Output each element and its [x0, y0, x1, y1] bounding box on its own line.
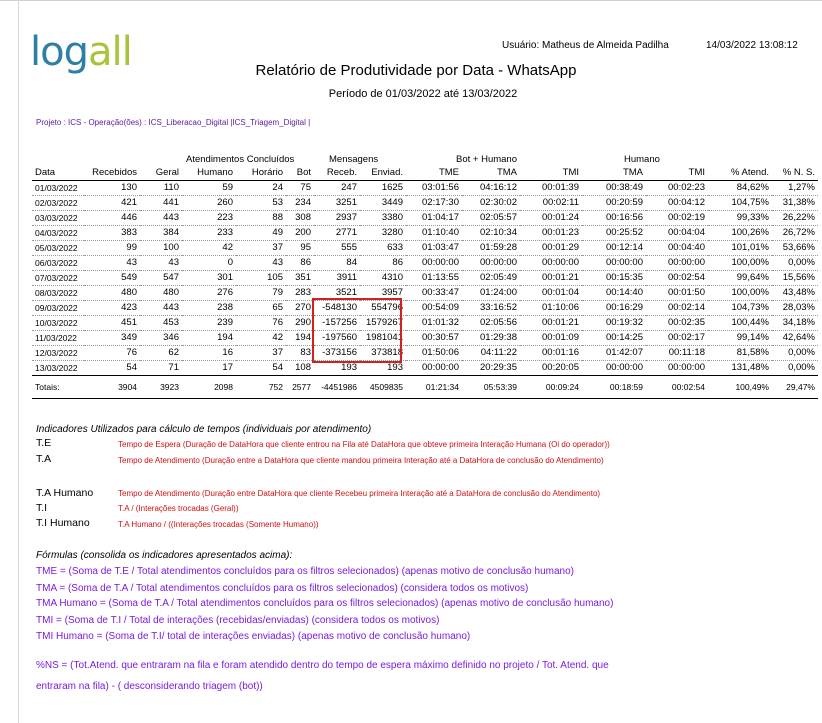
indicator-label-ta: T.A	[36, 453, 52, 465]
table-cell: 446	[121, 212, 137, 223]
table-cell: 308	[295, 212, 311, 223]
table-cell: 05/03/2022	[35, 243, 78, 253]
table-cell: 233	[217, 227, 233, 238]
col-tme: TME	[438, 167, 459, 178]
table-cell: 16	[222, 347, 233, 358]
table-cell: 270	[295, 302, 311, 313]
table-cell: 194	[217, 332, 233, 343]
table-cell: 02:30:02	[480, 197, 517, 208]
table-cell: 08/03/2022	[35, 288, 78, 298]
col-horario: Horário	[251, 167, 283, 178]
table-cell: 26,72%	[782, 227, 815, 238]
page-edge	[0, 0, 822, 1]
table-cell: 290	[295, 317, 311, 328]
table-cell: 01:10:40	[422, 227, 459, 238]
table-cell: 01:04:17	[422, 212, 459, 223]
table-row	[32, 286, 818, 301]
table-row	[32, 316, 818, 331]
indicator-label-ti: T.I	[36, 502, 48, 514]
table-cell: 100,26%	[731, 227, 769, 238]
table-cell: 42	[222, 242, 233, 253]
table-cell: 02:05:49	[480, 272, 517, 283]
table-row	[32, 346, 818, 361]
table-cell: 193	[387, 362, 403, 373]
totals-cell: 2098	[214, 382, 233, 392]
logall-logo: logall	[30, 29, 132, 75]
table-cell: 00:02:54	[668, 272, 705, 283]
table-cell: 0,00%	[788, 257, 815, 268]
table-cell: 59	[222, 182, 233, 193]
formulas-title: Fórmulas (consolida os indicadores apresentados acima):	[36, 550, 293, 561]
table-cell: 100	[163, 242, 179, 253]
table-cell: 443	[163, 212, 179, 223]
table-cell: 1579267	[366, 317, 403, 328]
table-cell: 76	[272, 317, 283, 328]
table-cell: 00:14:40	[606, 287, 643, 298]
table-cell: 131,48%	[731, 362, 769, 373]
table-cell: 104,73%	[731, 302, 769, 313]
table-cell: 53,66%	[782, 242, 815, 253]
table-cell: 84,62%	[736, 182, 769, 193]
indicator-desc-ti-humano: T.A Humano / ((Interações trocadas (Somente Humano))	[118, 520, 319, 529]
indicators-title: Indicadores Utilizados para cálculo de tempos (individuais por atendimento)	[36, 424, 372, 435]
table-cell: 01:13:55	[422, 272, 459, 283]
table-cell: 554796	[371, 302, 403, 313]
table-cell: 0	[227, 257, 233, 268]
table-cell: 43	[126, 257, 137, 268]
table-cell: 00:01:16	[542, 347, 579, 358]
table-cell: 34,18%	[782, 317, 815, 328]
table-cell: 00:00:00	[422, 362, 459, 373]
table-cell: 100,44%	[731, 317, 769, 328]
totals-cell: 00:09:24	[545, 382, 579, 392]
table-cell: 0,00%	[788, 362, 815, 373]
table-cell: 276	[217, 287, 233, 298]
indicator-label-ti-humano: T.I Humano	[36, 517, 90, 529]
table-cell: 441	[163, 197, 179, 208]
table-cell: 04:11:22	[480, 347, 517, 358]
totals-cell: 3904	[118, 382, 137, 392]
table-cell: 00:02:19	[668, 212, 705, 223]
table-cell: 101,01%	[731, 242, 769, 253]
formula-tmi: TMI = (Soma de T.I / Total de interações (recebidas/enviadas) (considera todos os motivos)	[36, 615, 440, 626]
col-msg-enviad: Enviad.	[371, 167, 403, 178]
group-header-humano: Humano	[624, 154, 660, 165]
table-cell: 42,64%	[782, 332, 815, 343]
formula-tme: TME = (Soma de T.E / Total atendimentos concluídos para os filtros selecionados) (apenas motivo de conclusão humano)	[36, 566, 574, 577]
table-cell: 238	[217, 302, 233, 313]
table-cell: 02:17:30	[422, 197, 459, 208]
totals-cell: 4509835	[369, 382, 403, 392]
table-cell: 451	[121, 317, 137, 328]
table-cell: -548130	[322, 302, 357, 313]
table-cell: 555	[341, 242, 357, 253]
group-header-mensagens: Mensagens	[329, 154, 379, 165]
table-cell: 01:59:28	[480, 242, 517, 253]
table-cell: 105	[267, 272, 283, 283]
indicator-desc-ta: Tempo de Atendimento (Duração entre a DataHora que cliente mandou primeira Interação até a DataHora de conclusão do Atendimento)	[118, 456, 604, 465]
col-tma: TMA	[496, 167, 517, 178]
table-cell: 01:24:00	[480, 287, 517, 298]
table-cell: 86	[392, 257, 403, 268]
table-cell: 194	[295, 332, 311, 343]
table-cell: 349	[121, 332, 137, 343]
table-cell: 1,27%	[788, 182, 815, 193]
table-cell: 00:01:09	[542, 332, 579, 343]
group-header-bot-humano: Bot + Humano	[456, 154, 517, 165]
col-humano-tmi: TMI	[688, 167, 705, 178]
table-cell: 00:02:11	[542, 197, 579, 208]
table-cell: -157256	[322, 317, 357, 328]
table-cell: 28,03%	[782, 302, 815, 313]
table-cell: 1981041	[366, 332, 403, 343]
col-pct-ns: % N. S.	[782, 167, 815, 178]
table-cell: 00:01:50	[668, 287, 705, 298]
table-cell: 99,33%	[736, 212, 769, 223]
table-cell: -197560	[322, 332, 357, 343]
table-cell: 37	[272, 242, 283, 253]
table-cell: 00:01:39	[542, 182, 579, 193]
table-cell: 00:54:09	[422, 302, 459, 313]
table-row	[32, 271, 818, 286]
table-cell: 00:02:14	[668, 302, 705, 313]
table-cell: 373818	[371, 347, 403, 358]
table-cell: 234	[295, 197, 311, 208]
table-cell: 11/03/2022	[35, 333, 77, 343]
formula-tma: TMA = (Soma de T.A / Total atendimentos concluídos para os filtros selecionados) (considera todos os motivos)	[36, 583, 529, 594]
table-cell: 09/03/2022	[35, 303, 78, 313]
table-cell: 79	[272, 287, 283, 298]
table-cell: 84	[346, 257, 357, 268]
table-cell: 00:00:00	[606, 362, 643, 373]
table-cell: 54	[272, 362, 283, 373]
formula-tmi-humano: TMI Humano = (Soma de T.I/ total de interações enviadas) (apenas motivo de conclusão humano)	[36, 631, 471, 642]
table-cell: 83	[300, 347, 311, 358]
table-cell: 00:02:23	[668, 182, 705, 193]
table-cell: 03:01:56	[422, 182, 459, 193]
table-cell: 00:04:40	[668, 242, 705, 253]
table-cell: 346	[163, 332, 179, 343]
table-cell: 283	[295, 287, 311, 298]
table-cell: 00:04:12	[668, 197, 705, 208]
table-cell: 00:04:04	[668, 227, 705, 238]
table-cell: 239	[217, 317, 233, 328]
table-cell: 02:05:57	[480, 212, 517, 223]
table-cell: 110	[163, 182, 179, 193]
table-cell: 100,00%	[731, 287, 769, 298]
table-cell: 2937	[335, 212, 357, 223]
totals-cell: 00:18:59	[609, 382, 643, 392]
table-cell: 383	[121, 227, 137, 238]
totals-cell: 01:21:34	[425, 382, 459, 392]
table-cell: 3911	[336, 272, 357, 283]
table-cell: 421	[121, 197, 137, 208]
table-cell: 247	[341, 182, 357, 193]
table-cell: 00:01:29	[542, 242, 579, 253]
table-cell: 00:00:00	[668, 257, 705, 268]
table-cell: 00:19:32	[606, 317, 643, 328]
col-data: Data	[35, 167, 56, 178]
user-label: Usuário: Matheus de Almeida Padilha	[502, 40, 669, 51]
table-row	[32, 331, 818, 346]
table-cell: 04:16:12	[480, 182, 517, 193]
table-row	[32, 361, 818, 376]
table-cell: 01:03:47	[422, 242, 459, 253]
table-cell: 108	[295, 362, 311, 373]
table-cell: 193	[341, 362, 357, 373]
table-cell: 65	[272, 302, 283, 313]
table-cell: 01:01:32	[422, 317, 459, 328]
table-cell: 00:02:17	[668, 332, 705, 343]
table-cell: 31,38%	[782, 197, 815, 208]
table-row	[32, 196, 818, 211]
indicator-desc-ti: T.A / (Interações trocadas (Geral))	[118, 504, 239, 513]
formula-ns-cont: entraram na fila) - ( desconsiderando triagem (bot))	[36, 681, 263, 692]
table-cell: 3449	[381, 197, 403, 208]
table-cell: 43	[272, 257, 283, 268]
col-humano: Humano	[197, 167, 233, 178]
table-cell: 95	[300, 242, 311, 253]
table-cell: 20:29:35	[480, 362, 517, 373]
table-row	[32, 256, 818, 271]
table-cell: 480	[121, 287, 137, 298]
table-cell: 42	[272, 332, 283, 343]
table-cell: 260	[217, 197, 233, 208]
table-cell: 02:05:56	[480, 317, 517, 328]
table-cell: 00:00:00	[606, 257, 643, 268]
table-cell: 549	[121, 272, 137, 283]
table-cell: 86	[300, 257, 311, 268]
table-cell: 07/03/2022	[35, 273, 78, 283]
table-cell: 75	[300, 182, 311, 193]
table-cell: 3957	[381, 287, 403, 298]
table-cell: 1625	[381, 182, 403, 193]
table-cell: 81,58%	[736, 347, 769, 358]
productivity-table	[32, 166, 818, 399]
table-cell: 54	[126, 362, 137, 373]
report-datetime: 14/03/2022 13:08:12	[706, 40, 798, 51]
table-cell: 00:00:00	[422, 257, 459, 268]
table-cell: 301	[217, 272, 233, 283]
report-period: Período de 01/03/2022 até 13/03/2022	[328, 88, 518, 100]
totals-cell: 00:02:54	[671, 382, 705, 392]
table-cell: 130	[121, 182, 137, 193]
table-cell: 00:12:14	[606, 242, 643, 253]
table-cell: 49	[272, 227, 283, 238]
col-geral: Geral	[155, 167, 179, 178]
table-cell: 01/03/2022	[35, 183, 78, 193]
report-title: Relatório de Produtividade por Data - WhatsApp	[255, 62, 577, 79]
table-cell: 00:00:00	[668, 362, 705, 373]
formula-ns: %NS = (Tot.Atend. que entraram na fila e foram atendido dentro do tempo de espera máximo definido no projeto / Tot. Atend. que	[36, 660, 609, 671]
table-cell: 43,48%	[782, 287, 815, 298]
col-msg-receb: Receb.	[326, 167, 357, 178]
table-cell: 00:20:05	[542, 362, 579, 373]
totals-cell: 29,47%	[786, 382, 815, 392]
table-cell: 00:01:04	[542, 287, 579, 298]
table-cell: 04/03/2022	[35, 228, 78, 238]
highlight-box	[312, 298, 402, 363]
table-cell: 15,56%	[782, 272, 815, 283]
table-cell: 00:20:59	[606, 197, 643, 208]
table-cell: 351	[295, 272, 311, 283]
table-cell: 26,22%	[782, 212, 815, 223]
table-cell: 443	[163, 302, 179, 313]
table-cell: 99	[126, 242, 137, 253]
table-cell: 24	[272, 182, 283, 193]
table-cell: 100,00%	[731, 257, 769, 268]
table-cell: 76	[126, 347, 137, 358]
table-cell: 71	[168, 362, 179, 373]
page-edge-left	[18, 0, 19, 723]
col-bot: Bot	[296, 167, 311, 178]
totals-cell: 05:53:39	[483, 382, 517, 392]
table-cell: 4310	[381, 272, 403, 283]
table-cell: 223	[217, 212, 233, 223]
totals-cell: 100,49%	[735, 382, 769, 392]
table-cell: 00:00:00	[542, 257, 579, 268]
table-cell: 01:10:06	[542, 302, 579, 313]
table-cell: 62	[168, 347, 179, 358]
table-row	[32, 226, 818, 241]
project-line: Projeto : ICS - Operação(ões) : ICS_Liberacao_Digital |ICS_Triagem_Digital |	[36, 118, 311, 127]
table-header-row	[32, 166, 818, 181]
table-cell: 453	[163, 317, 179, 328]
table-cell: 00:01:21	[542, 272, 579, 283]
table-cell: -373156	[322, 347, 357, 358]
totals-row	[32, 376, 818, 399]
table-cell: 3521	[335, 287, 357, 298]
table-cell: 423	[121, 302, 137, 313]
table-cell: 480	[163, 287, 179, 298]
table-cell: 384	[163, 227, 179, 238]
table-cell: 3380	[381, 212, 403, 223]
table-cell: 12/03/2022	[35, 348, 78, 358]
col-pct-atend: % Atend.	[730, 167, 769, 178]
table-cell: 03/03/2022	[35, 213, 78, 223]
table-cell: 00:30:57	[422, 332, 459, 343]
table-cell: 02:10:34	[480, 227, 517, 238]
table-cell: 13/03/2022	[35, 363, 78, 373]
col-recebidos: Recebidos	[92, 167, 137, 178]
indicator-desc-ta-humano: Tempo de Atendimento (Duração entre DataHora que cliente Recebeu primeira Interação até a DataHora de conclusão do Atendimento)	[118, 489, 601, 498]
table-cell: 00:00:00	[480, 257, 517, 268]
table-cell: 01:42:07	[606, 347, 643, 358]
indicator-desc-te: Tempo de Espera (Duração de DataHora que cliente entrou na Fila até DataHora que obteve primeira Interação Humana (Oi do operador))	[118, 440, 610, 449]
table-cell: 00:33:47	[422, 287, 459, 298]
table-cell: 104,75%	[731, 197, 769, 208]
table-cell: 00:01:21	[542, 317, 579, 328]
table-row	[32, 181, 818, 196]
table-cell: 99,64%	[736, 272, 769, 283]
table-cell: 200	[295, 227, 311, 238]
table-cell: 3251	[335, 197, 357, 208]
table-cell: 00:16:29	[606, 302, 643, 313]
table-cell: 00:16:56	[606, 212, 643, 223]
table-cell: 633	[387, 242, 403, 253]
table-cell: 00:01:23	[542, 227, 579, 238]
table-cell: 00:01:24	[542, 212, 579, 223]
table-cell: 88	[272, 212, 283, 223]
table-cell: 2771	[335, 227, 357, 238]
col-humano-tma: TMA	[622, 167, 643, 178]
table-cell: 37	[272, 347, 283, 358]
totals-label: Totais:	[35, 382, 60, 392]
table-cell: 00:02:35	[668, 317, 705, 328]
table-cell: 547	[163, 272, 179, 283]
table-cell: 00:25:52	[606, 227, 643, 238]
table-cell: 10/03/2022	[35, 318, 78, 328]
table-cell: 01:29:38	[480, 332, 517, 343]
table-row	[32, 301, 818, 316]
totals-cell: 3923	[160, 382, 179, 392]
col-tmi: TMI	[562, 167, 579, 178]
table-row	[32, 241, 818, 256]
group-header-atendimentos: Atendimentos Concluídos	[186, 154, 295, 165]
table-cell: 17	[222, 362, 233, 373]
table-cell: 06/03/2022	[35, 258, 78, 268]
totals-cell: 752	[268, 382, 283, 392]
table-cell: 01:50:06	[422, 347, 459, 358]
table-row	[32, 211, 818, 226]
table-cell: 00:38:49	[606, 182, 643, 193]
table-cell: 99,14%	[736, 332, 769, 343]
formula-tma-humano: TMA Humano = (Soma de T.A / Total atendimentos concluídos para os filtros selecionados) (apenas motivo de conclusão humano)	[36, 598, 614, 609]
table-cell: 53	[272, 197, 283, 208]
table-cell: 33:16:52	[480, 302, 517, 313]
indicator-label-ta-humano: T.A Humano	[36, 487, 94, 499]
totals-cell: 2577	[292, 382, 311, 392]
table-cell: 02/03/2022	[35, 198, 78, 208]
table-cell: 43	[168, 257, 179, 268]
table-cell: 00:15:35	[606, 272, 643, 283]
totals-cell: -4451986	[321, 382, 357, 392]
table-cell: 00:14:25	[606, 332, 643, 343]
table-cell: 3280	[381, 227, 403, 238]
indicator-label-te: T.E	[36, 437, 52, 449]
table-cell: 00:11:18	[668, 347, 705, 358]
table-cell: 0,00%	[788, 347, 815, 358]
